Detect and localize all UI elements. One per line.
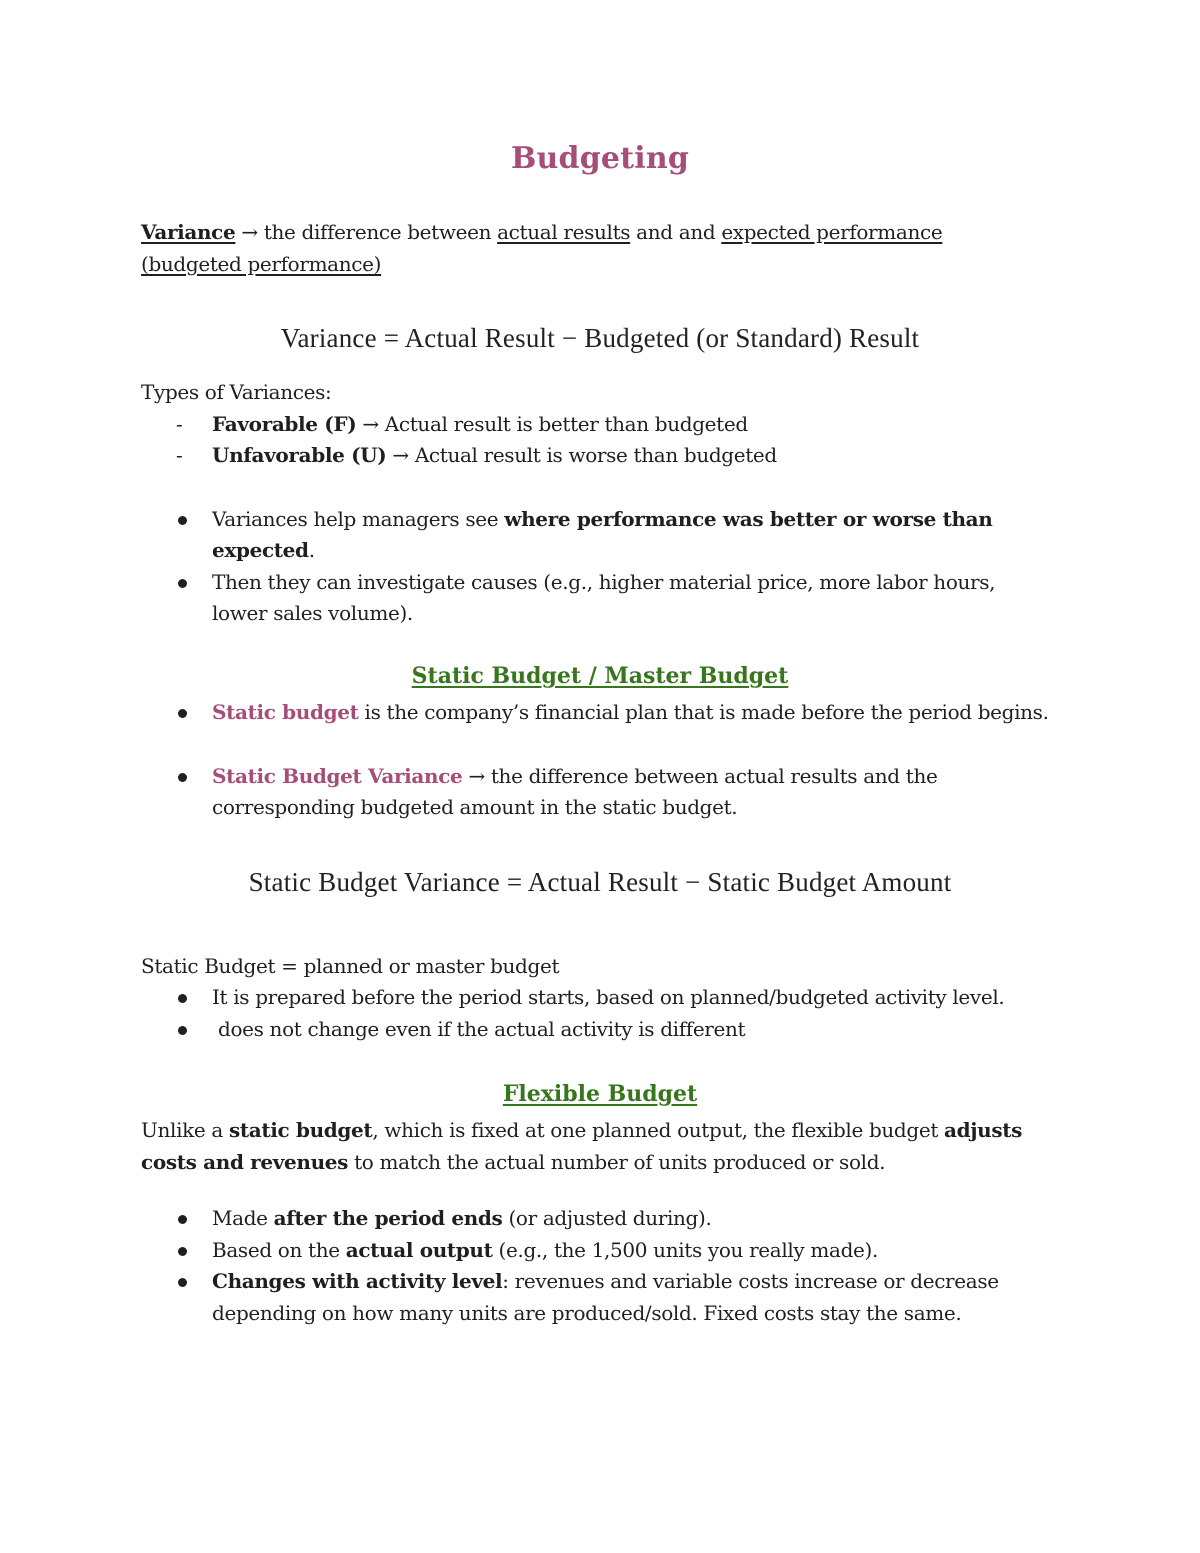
favorable-label: Favorable (F) [212, 412, 357, 436]
bullet-icon [178, 1026, 187, 1035]
bullet-icon [178, 516, 187, 525]
flexible-intro-continuation: costs and revenues to match the actual number of units produced or sold. [141, 1150, 886, 1174]
static-budget-definition: Static Budget = planned or master budget [141, 954, 560, 978]
bullet-icon [178, 1247, 187, 1256]
bullet-icon [178, 773, 187, 782]
static-budget-term: Static budget [212, 700, 359, 724]
budgeted-performance-phrase: (budgeted performance) [141, 252, 382, 276]
bullet-icon [178, 994, 187, 1003]
variance-formula: Variance = Actual Result − Budgeted (or Standard) Result [280, 323, 920, 353]
list-item-continuation: lower sales volume). [212, 601, 413, 625]
bullet-icon [178, 1215, 187, 1224]
page-title: Budgeting [510, 141, 690, 176]
variance-definition: Variance → the difference between actual results and and expected performance [141, 220, 943, 244]
variance-term: Variance [141, 220, 236, 244]
bullet-icon [178, 579, 187, 588]
types-heading: Types of Variances: [141, 380, 332, 404]
unfavorable-label: Unfavorable (U) [212, 443, 387, 467]
list-item-continuation: corresponding budgeted amount in the static budget. [212, 795, 738, 819]
bullet-icon [178, 709, 187, 718]
actual-results-phrase: actual results [497, 220, 631, 244]
document-page: Budgeting Variance → the difference between actual results and and expected performance (budgeted performance) Variance = Actual Result − Budgeted (or Standard) Result Types of Variances: - Favorable (F) → Actual result is better than budgeted - Unfavorable (U) → Actual result is worse than budgeted Variances help managers see where performance was better or worse than expected. Then they can investigate causes (e.g., higher material price, more labor hours, lower sales volume). Static Budget / Master Budget Static budget is the company’s financial plan that is made before the period begins. Static Budget Variance → the difference between actual results and the corresponding budgeted amount in the static budget. Static Budget Variance = Actual Result − Static Budget Amount Static Budget = planned or master budget It is prepared before the period starts, based on planned/budgeted activity level. does not change even if the actual activity is different Flexible Budget Unlike a static budget, which is fixed at one planned output, the flexible budget adjusts costs and revenues to match the actual number of units produced or sold. Made after the period ends (or adjusted during). Based on the actual output (e.g., the 1,500 units you really made). Changes with activity level: revenues and variable costs increase or decrease depending on how many units are produced/sold. Fixed costs stay the same. [0, 0, 1200, 1553]
list-item-continuation: depending on how many units are produced/sold. Fixed costs stay the same. [212, 1301, 962, 1325]
dash-marker: - [176, 443, 183, 467]
bullet-icon [178, 1278, 187, 1287]
static-budget-heading: Static Budget / Master Budget [411, 663, 789, 689]
static-budget-variance-term: Static Budget Variance [212, 764, 463, 788]
list-item-continuation: expected. [212, 538, 315, 562]
dash-marker: - [176, 412, 183, 436]
flexible-intro: Unlike a static budget, which is fixed at one planned output, the flexible budget adjusts [141, 1118, 1023, 1142]
expected-performance-phrase: expected performance [721, 220, 943, 244]
static-variance-formula: Static Budget Variance = Actual Result − Static Budget Amount [248, 867, 952, 897]
flexible-budget-heading: Flexible Budget [502, 1081, 698, 1107]
